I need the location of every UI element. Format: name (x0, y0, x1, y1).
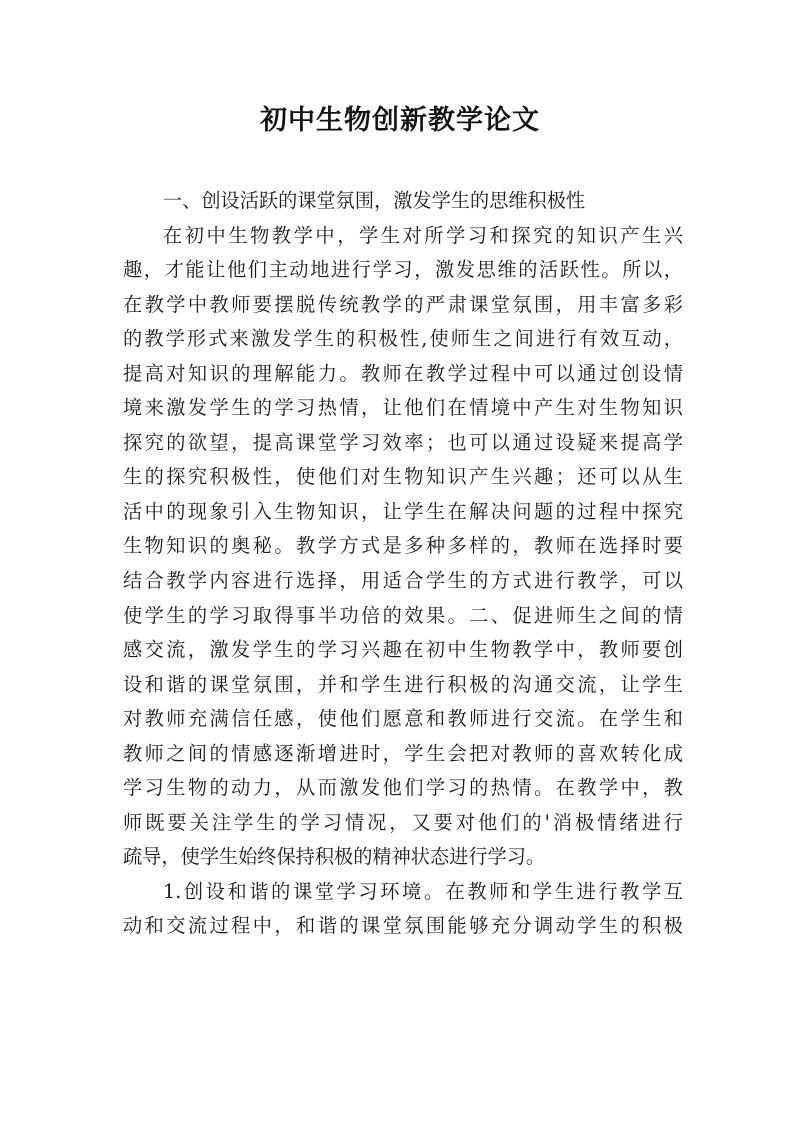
text-line: 疏导，使学生始终保持积极的精神状态进行学习。 (123, 845, 546, 869)
text-line: 活中的现象引入生物知识，让学生在解决问题的过程中探究 (123, 499, 683, 523)
text-line: 学习生物的动力，从而激发他们学习的热情。在教学中，教 (123, 776, 683, 800)
text-line: 对教师充满信任感，使他们愿意和教师进行交流。在学生和 (123, 707, 683, 731)
text-line: 动和交流过程中，和谐的课堂氛围能够充分调动学生的积极 (123, 914, 683, 938)
text-line: 生的探究积极性，使他们对生物知识产生兴趣；还可以从生 (123, 465, 683, 489)
text-line: 一、创设活跃的课堂氛围，激发学生的思维积极性 (163, 189, 586, 212)
text-line: 1.创设和谐的课堂学习环境。在教师和学生进行教学互 (163, 879, 683, 903)
text-line: 感交流，激发学生的学习兴趣在初中生物教学中，教师要创 (123, 638, 683, 662)
text-line: 的教学形式来激发学生的积极性,使师生之间进行有效互动， (123, 327, 683, 351)
document-body (123, 184, 683, 944)
text-line: 探究的欲望，提高课堂学习效率；也可以通过设疑来提高学 (123, 430, 683, 454)
text-line: 趣，才能让他们主动地进行学习，激发思维的活跃性。所以， (123, 258, 683, 282)
text-line: 提高对知识的理解能力。教师在教学过程中可以通过创设情 (123, 361, 683, 385)
text-line: 教师之间的情感逐渐增进时，学生会把对教师的喜欢转化成 (123, 741, 683, 765)
text-line: 在教学中教师要摆脱传统教学的严肃课堂氛围，用丰富多彩 (123, 292, 683, 316)
text-line: 师既要关注学生的学习情况，又要对他们的'消极情绪进行 (123, 810, 683, 834)
text-line: 使学生的学习取得事半功倍的效果。二、促进师生之间的情 (123, 603, 683, 627)
text-line: 生物知识的奥秘。教学方式是多种多样的，教师在选择时要 (123, 534, 683, 558)
text-line: 设和谐的课堂氛围，并和学生进行积极的沟通交流，让学生 (123, 672, 683, 696)
document-title: 初中生物创新教学论文 (260, 105, 540, 136)
text-line: 境来激发学生的学习热情，让他们在情境中产生对生物知识 (123, 396, 683, 420)
text-line: 结合教学内容进行选择，用适合学生的方式进行教学，可以 (123, 569, 683, 593)
text-line: 在初中生物教学中，学生对所学习和探究的知识产生兴 (163, 223, 683, 247)
